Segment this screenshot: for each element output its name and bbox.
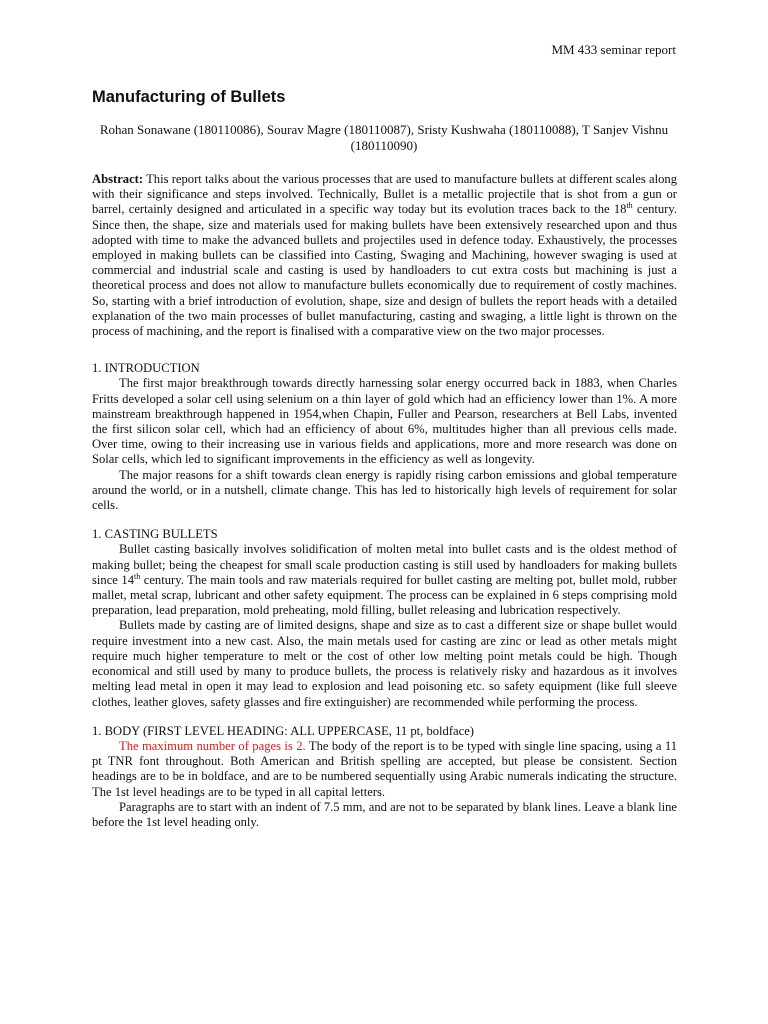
max-pages-highlight: The maximum number of pages is 2. xyxy=(119,738,306,753)
abstract-superscript: th xyxy=(626,201,633,211)
body-paragraph-1-rest: The body of the report is to be typed with single line spacing, using a 11 pt TNR font throughout. Both American and British spelling are accepted, but please be consistent. Section headings are to be in boldface, and are to be numbered sequentially using Arabic numerals indicating the structure. The 1st level headings are to be typed in all capital letters. xyxy=(92,738,677,799)
casting-paragraph-1-part-a: Bullet casting basically involves solidification of molten metal into bullet casts and is the oldest method of making bullet; being the cheapest for small scale production casting is still used by handloaders for making bullets since 14 xyxy=(92,542,677,587)
introduction-paragraph-2: The major reasons for a shift towards clean energy is rapidly rising carbon emissions and global temperature around the world, or in a nutshell, climate change. This has led to historically high levels of requirement for solar cells. xyxy=(92,467,677,513)
casting-paragraph-2: Bullets made by casting are of limited designs, shape and size as to cast a different size or shape bullet would require investment into a new cast. Also, the main metals used for casting are zinc or lead as other metals might require much higher temperature to melt or the cost of other low melting point metals could be high. Though economical and still used by many to produce bullets, the process is relatively risky and hazardous as it involves melting lead metal in open it may lead to explosion and lead poisoning etc. so safety equipment (like full sleeve clothes, leather gloves, safety glasses and fire extinguisher) are recommended while performing the process. xyxy=(92,618,677,709)
casting-heading: 1. CASTING BULLETS xyxy=(92,527,218,542)
abstract-text-part-1: This report talks about the various processes that are used to manufacture bullets at different scales along with their significance and steps involved. Technically, Bullet is a metallic projectile that is shot from a gun or barrel, certainly designed and articulated in a specific way today but its evolution traces back to the 18 xyxy=(92,172,677,217)
casting-paragraph-1 xyxy=(92,542,677,618)
abstract-paragraph xyxy=(92,172,677,339)
abstract-label: Abstract: xyxy=(92,172,144,186)
casting-paragraph-1-part-b: century. The main tools and raw materials required for bullet casting are melting pot, bullet mold, rubber mallet, metal scrap, lubricant and other safety equipment. The process can be explained in 6 steps comprising mold preparation, lead preparation, mold preheating, mold filling, bullet releasing and lubrication respectively. xyxy=(92,572,678,618)
introduction-heading: 1. INTRODUCTION xyxy=(92,361,200,376)
introduction-paragraph-1: The first major breakthrough towards directly harnessing solar energy occurred back in 1883, when Charles Fritts developed a solar cell using selenium on a thin layer of gold which had an efficiency lower than 1%. A more mainstream breakthrough happened in 1954,when Chapin, Fuller and Pearson, researchers at Bell Labs, invented the first silicon solar cell, which had an efficiency of about 6%, multitudes higher than all previous cells made. Over time, owing to their increasing use in various fields and applications, more and more research was done on Solar cells, which led to significant improvements in the efficiency as well as longevity. xyxy=(92,376,677,467)
author-list: Rohan Sonawane (180110086), Sourav Magre (180110087), Sristy Kushwaha (180110088), T Sanjev Vishnu (180110090) xyxy=(99,122,669,153)
document-title: Manufacturing of Bullets xyxy=(92,88,286,106)
casting-superscript: th xyxy=(134,571,141,581)
body-paragraph-2: Paragraphs are to start with an indent of 7.5 mm, and are not to be separated by blank lines. Leave a blank line before the 1st level heading only. xyxy=(92,799,677,829)
body-paragraph-1 xyxy=(92,739,677,800)
abstract-text-part-2: century. Since then, the shape, size and materials used for making bullets have been extensively researched upon and thus adopted with time to make the advanced bullets and projectiles used in defence today. Exhaustively, the processes employed in making bullets can be classified into Casting, Swaging and Machining, however swaging is used at commercial and industrial scale and casting is used by handloaders to cut extra costs but machining is just a theoretical process and does not allow to manufacture bullets economically due to requirement of costly machines. So, starting with a brief introduction of evolution, shape, size and design of bullets the report heads with a detailed explanation of the two main processes of bullet manufacturing, casting and swaging, a little light is thrown on the process of machining, and the report is finalised with a comparative view on the two major processes. xyxy=(92,202,677,339)
body-heading: 1. BODY (FIRST LEVEL HEADING: ALL UPPERCASE, 11 pt, boldface) xyxy=(92,723,474,738)
document-body xyxy=(92,172,677,830)
running-header: MM 433 seminar report xyxy=(551,42,676,57)
